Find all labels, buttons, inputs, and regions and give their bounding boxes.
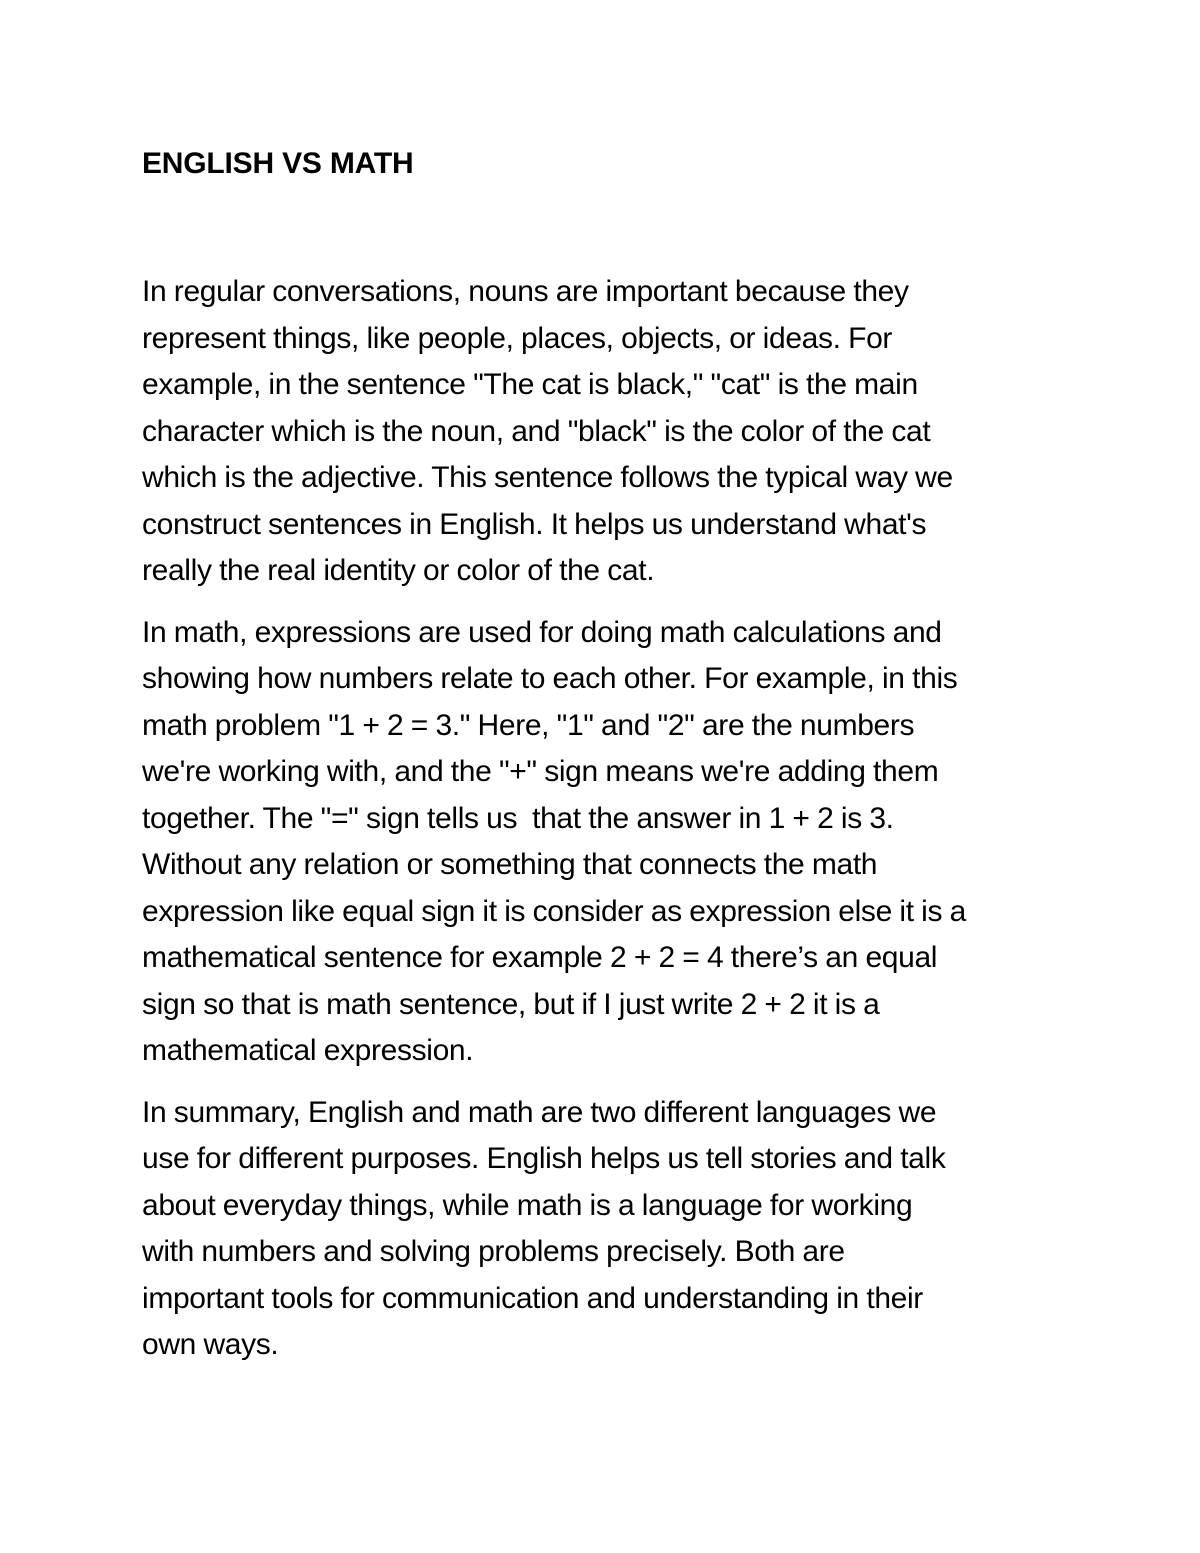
paragraph-line: we're working with, and the "+" sign means we're adding them [142, 755, 939, 788]
paragraph-line: mathematical sentence for example 2 + 2 = 4 there’s an equal [142, 941, 938, 974]
paragraph-english-nouns [142, 269, 1062, 595]
paragraph-line: Without any relation or something that connects the math [142, 848, 878, 881]
paragraph-line: expression like equal sign it is consider as expression else it is a [142, 894, 966, 928]
paragraph-line: In summary, English and math are two different languages we [142, 1095, 937, 1129]
paragraph-line: In math, expressions are used for doing math calculations and [142, 615, 942, 649]
paragraph-line: own ways. [142, 1328, 279, 1361]
paragraph-line: mathematical expression. [142, 1034, 474, 1067]
paragraph-line: showing how numbers relate to each other. For example, in this [142, 662, 958, 695]
document-body [142, 141, 1062, 1369]
paragraph-line: represent things, like people, places, objects, or ideas. For [142, 321, 893, 355]
document-title: ENGLISH VS MATH [142, 147, 414, 180]
paragraph-line: use for different purposes. English helps us tell stories and talk [142, 1142, 946, 1175]
paragraph-line: important tools for communication and understanding in their [142, 1281, 923, 1315]
paragraph-line: math problem "1 + 2 = 3." Here, "1" and "2" are the numbers [142, 708, 915, 742]
paragraph-line: character which is the noun, and "black" is the color of the cat [142, 414, 931, 448]
paragraph-line: construct sentences in English. It helps us understand what's [142, 507, 927, 541]
paragraph-line: example, in the sentence "The cat is black," "cat" is the main [142, 368, 918, 401]
paragraph-line: which is the adjective. This sentence follows the typical way we [142, 461, 953, 494]
paragraph-summary [142, 1090, 1062, 1369]
paragraph-line: together. The "=" sign tells us that the answer in 1 + 2 is 3. [142, 801, 894, 835]
paragraph-line: really the real identity or color of the cat. [142, 554, 655, 587]
paragraph-line: about everyday things, while math is a language for working [142, 1188, 913, 1222]
paragraph-line: with numbers and solving problems precisely. Both are [142, 1235, 845, 1268]
paragraph-math-expressions [142, 610, 1062, 1075]
paragraph-line: sign so that is math sentence, but if I just write 2 + 2 it is a [142, 987, 880, 1021]
paragraph-line: In regular conversations, nouns are important because they [142, 275, 909, 308]
